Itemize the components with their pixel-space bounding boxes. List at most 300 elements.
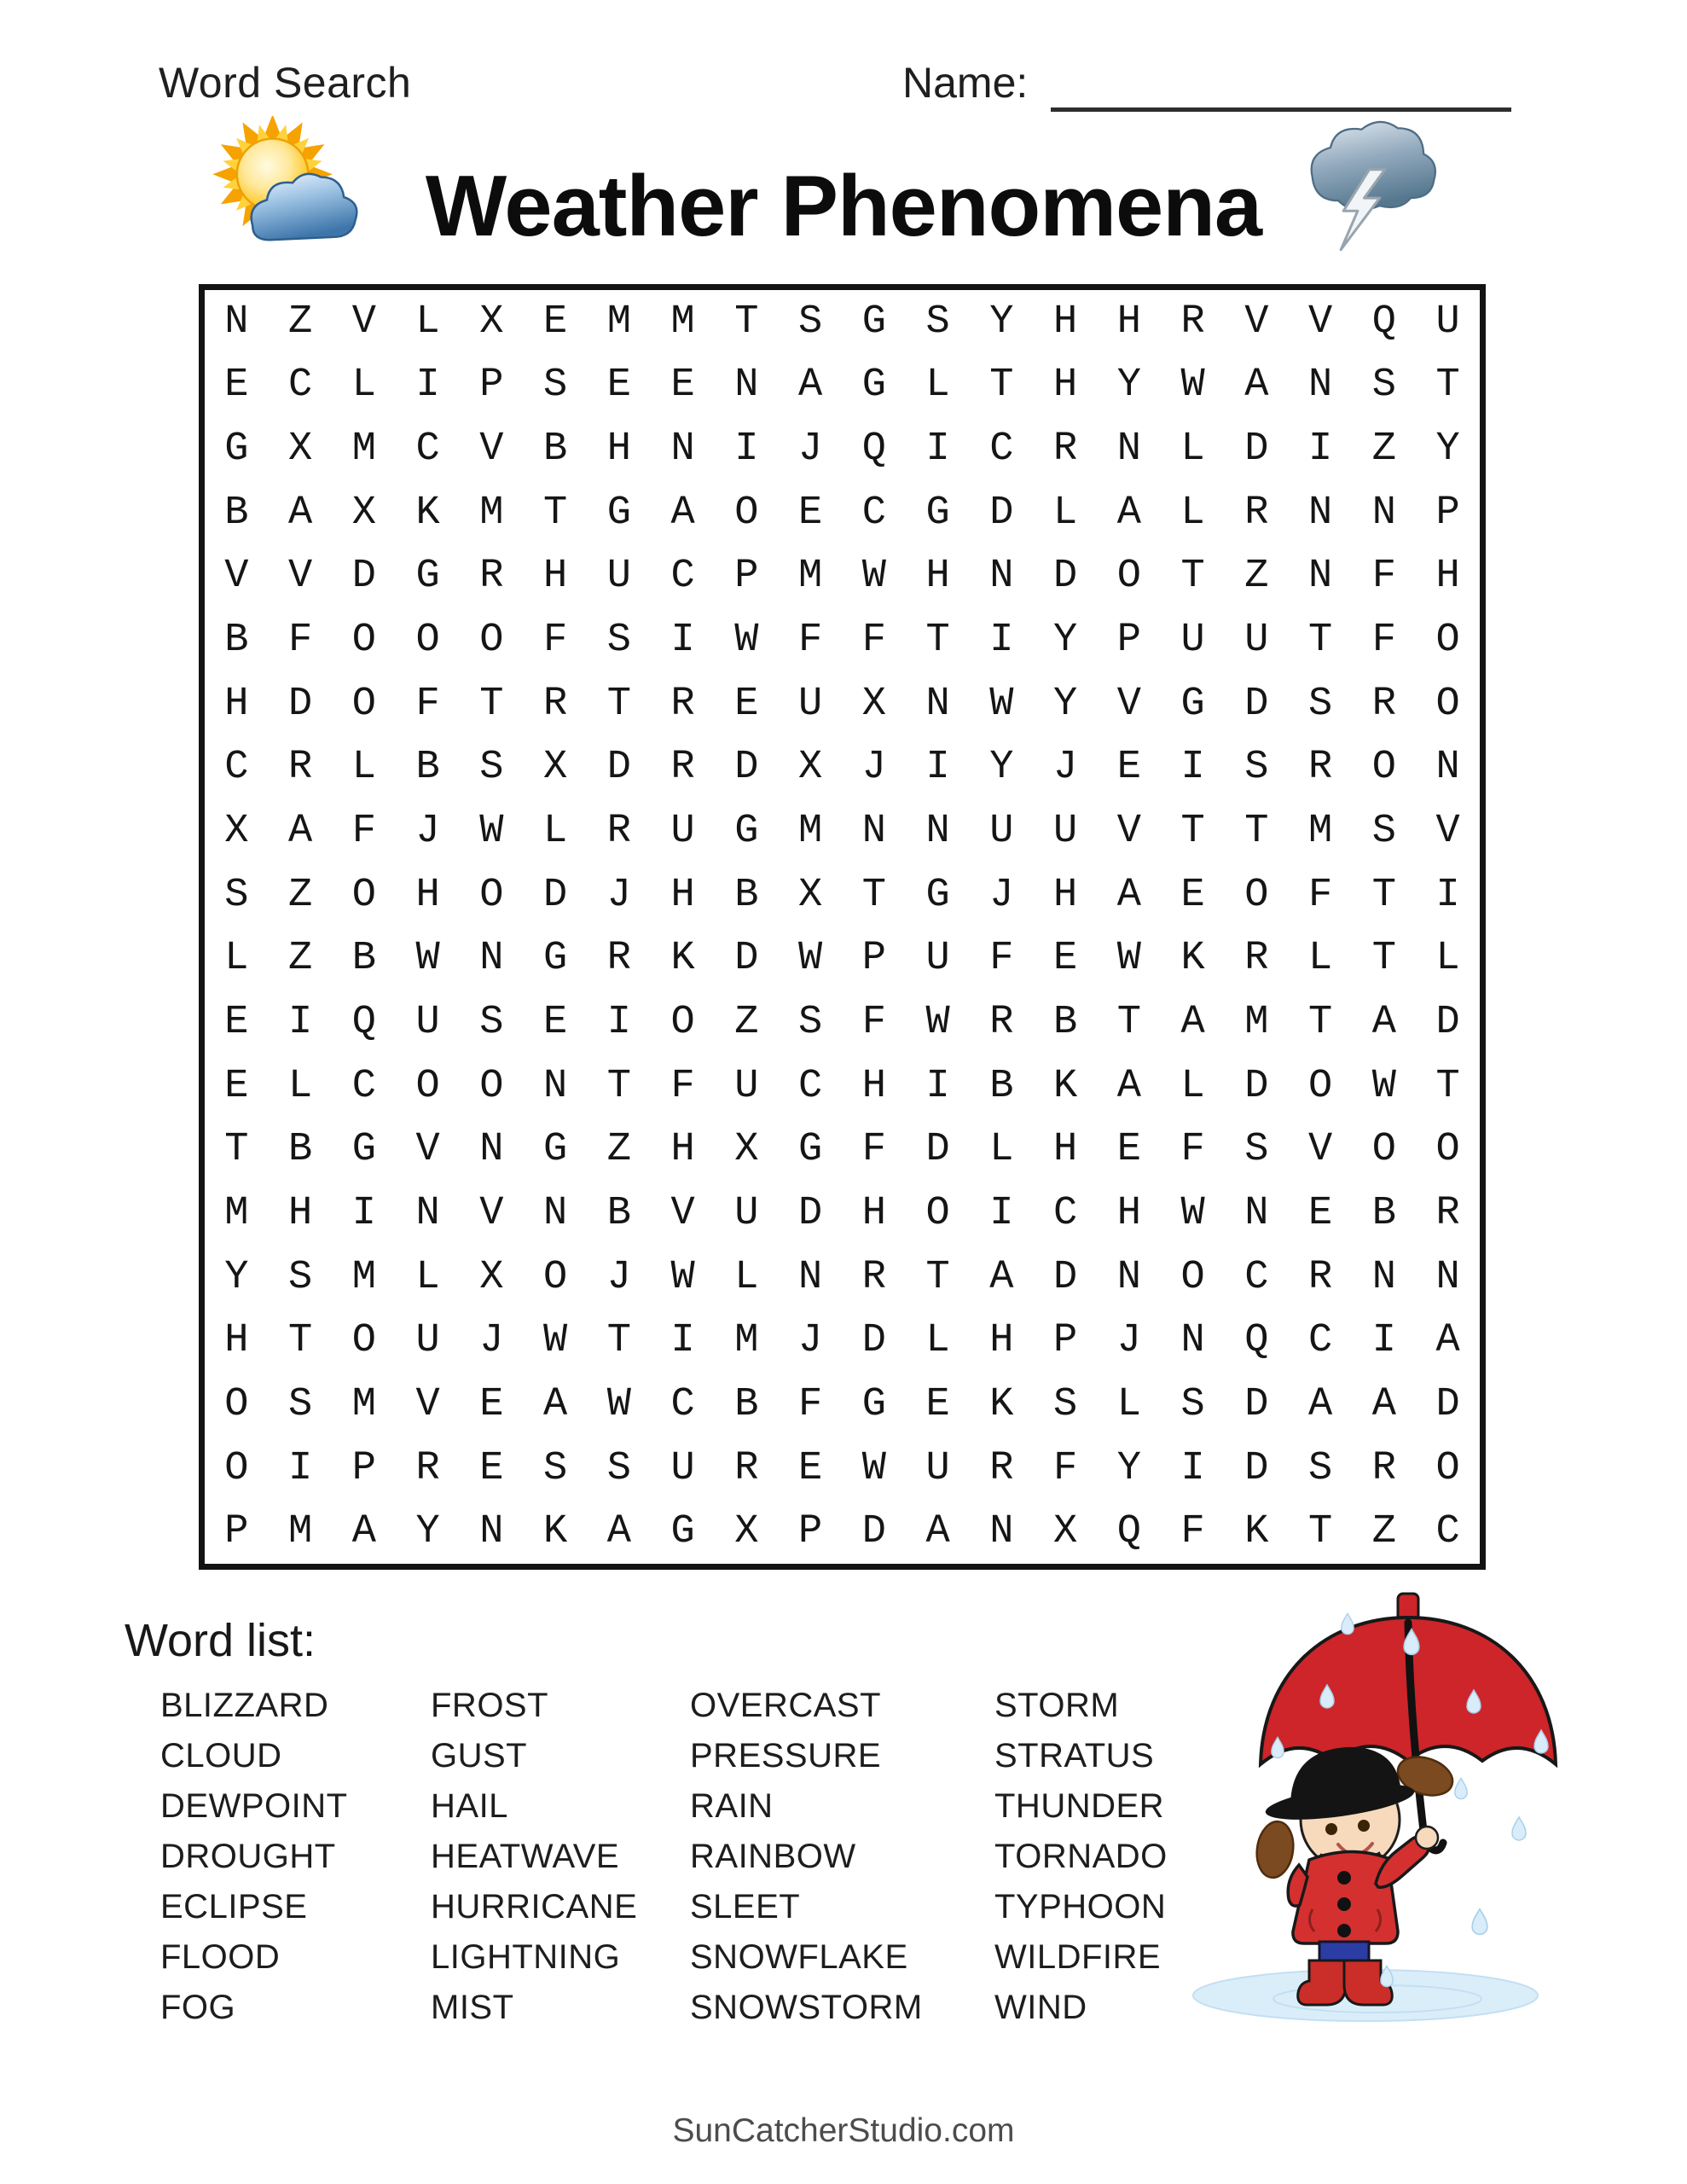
word-item: DEWPOINT: [160, 1787, 348, 1825]
grid-cell-r16-c8: W: [670, 1254, 695, 1300]
grid-cell-r16-c9: L: [734, 1254, 759, 1300]
grid-cell-r7-c11: X: [861, 681, 886, 727]
grid-cell-r7-c14: Y: [1053, 681, 1078, 727]
grid-cell-r2-c6: S: [543, 363, 568, 409]
grid-cell-r8-c16: I: [1180, 745, 1205, 791]
girl-eye-left: [1325, 1823, 1337, 1835]
grid-cell-r11-c3: B: [351, 936, 376, 982]
grid-cell-r17-c15: J: [1116, 1318, 1141, 1364]
grid-cell-r6-c12: T: [925, 618, 950, 664]
word-item: LIGHTNING: [431, 1938, 621, 1976]
grid-cell-r7-c16: G: [1180, 681, 1205, 727]
grid-cell-r6-c1: B: [224, 618, 249, 664]
grid-cell-r20-c19: Z: [1371, 1509, 1396, 1555]
grid-cell-r5-c15: O: [1116, 554, 1141, 600]
grid-cell-r17-c2: T: [288, 1318, 313, 1364]
grid-cell-r15-c2: H: [288, 1190, 313, 1236]
grid-cell-r8-c12: I: [925, 745, 950, 791]
grid-cell-r7-c20: O: [1435, 681, 1460, 727]
grid-cell-r1-c17: V: [1244, 299, 1269, 345]
grid-cell-r6-c10: F: [798, 618, 823, 664]
grid-cell-r15-c20: R: [1435, 1190, 1460, 1236]
grid-cell-r12-c2: I: [288, 999, 313, 1045]
grid-cell-r20-c11: D: [861, 1509, 886, 1555]
grid-cell-r1-c3: V: [351, 299, 376, 345]
grid-cell-r20-c15: Q: [1116, 1509, 1141, 1555]
grid-cell-r3-c16: L: [1180, 427, 1205, 473]
grid-cell-r6-c11: F: [861, 618, 886, 664]
grid-cell-r7-c8: R: [670, 681, 695, 727]
grid-cell-r6-c15: P: [1116, 618, 1141, 664]
grid-cell-r4-c13: D: [989, 490, 1014, 536]
grid-cell-r18-c19: A: [1371, 1381, 1396, 1427]
grid-cell-r6-c7: S: [606, 618, 631, 664]
grid-cell-r4-c12: G: [925, 490, 950, 536]
grid-cell-r8-c19: O: [1371, 745, 1396, 791]
grid-cell-r15-c6: N: [543, 1190, 568, 1236]
grid-cell-r10-c8: H: [670, 872, 695, 918]
grid-cell-r6-c9: W: [734, 618, 759, 664]
grid-cell-r13-c11: H: [861, 1063, 886, 1109]
grid-cell-r14-c18: V: [1308, 1127, 1333, 1173]
grid-cell-r13-c5: O: [479, 1063, 504, 1109]
grid-cell-r18-c12: E: [925, 1381, 950, 1427]
grid-cell-r18-c6: A: [543, 1381, 568, 1427]
grid-cell-r3-c15: N: [1116, 427, 1141, 473]
grid-cell-r14-c13: L: [989, 1127, 1014, 1173]
grid-cell-r10-c2: Z: [288, 872, 313, 918]
grid-cell-r2-c11: G: [861, 363, 886, 409]
grid-cell-r16-c6: O: [543, 1254, 568, 1300]
grid-cell-r19-c5: E: [479, 1445, 504, 1491]
grid-cell-r10-c14: H: [1053, 872, 1078, 918]
grid-cell-r6-c18: T: [1308, 618, 1333, 664]
grid-cell-r10-c15: A: [1116, 872, 1141, 918]
grid-cell-r13-c7: T: [606, 1063, 631, 1109]
grid-cell-r3-c13: C: [989, 427, 1014, 473]
grid-cell-r10-c20: I: [1435, 872, 1460, 918]
grid-cell-r19-c17: D: [1244, 1445, 1269, 1491]
grid-cell-r19-c18: S: [1308, 1445, 1333, 1491]
grid-cell-r12-c1: E: [224, 999, 249, 1045]
grid-cell-r9-c1: X: [224, 809, 249, 855]
grid-cell-r1-c1: N: [224, 299, 249, 345]
grid-cell-r20-c17: K: [1244, 1509, 1269, 1555]
grid-cell-r10-c5: O: [479, 872, 504, 918]
word-item: SNOWSTORM: [690, 1989, 923, 2026]
word-item: FLOOD: [160, 1938, 281, 1976]
grid-cell-r19-c20: O: [1435, 1445, 1460, 1491]
grid-cell-r5-c1: V: [224, 554, 249, 600]
grid-cell-r16-c7: J: [606, 1254, 631, 1300]
grid-cell-r18-c5: E: [479, 1381, 504, 1427]
grid-cell-r16-c1: Y: [224, 1254, 249, 1300]
grid-cell-r7-c6: R: [543, 681, 568, 727]
grid-cell-r9-c9: G: [734, 809, 759, 855]
word-item: HURRICANE: [431, 1888, 638, 1926]
grid-cell-r16-c4: L: [415, 1254, 440, 1300]
grid-cell-r4-c20: P: [1435, 490, 1460, 536]
grid-cell-r1-c20: U: [1435, 299, 1460, 345]
grid-cell-r10-c6: D: [543, 872, 568, 918]
grid-cell-r14-c17: S: [1244, 1127, 1269, 1173]
grid-cell-r18-c15: L: [1116, 1381, 1141, 1427]
grid-cell-r18-c8: C: [670, 1381, 695, 1427]
grid-cell-r6-c4: O: [415, 618, 440, 664]
grid-cell-r16-c20: N: [1435, 1254, 1460, 1300]
grid-cell-r13-c2: L: [288, 1063, 313, 1109]
grid-cell-r6-c3: O: [351, 618, 376, 664]
grid-cell-r14-c4: V: [415, 1127, 440, 1173]
grid-cell-r18-c11: G: [861, 1381, 886, 1427]
grid-cell-r16-c10: N: [798, 1254, 823, 1300]
grid-cell-r14-c16: F: [1180, 1127, 1205, 1173]
grid-cell-r20-c4: Y: [415, 1509, 440, 1555]
grid-cell-r1-c18: V: [1308, 299, 1333, 345]
grid-cell-r3-c3: M: [351, 427, 376, 473]
grid-cell-r12-c11: F: [861, 999, 886, 1045]
grid-cell-r2-c12: L: [925, 363, 950, 409]
grid-cell-r8-c11: J: [861, 745, 886, 791]
grid-cell-r14-c7: Z: [606, 1127, 631, 1173]
word-item: STRATUS: [994, 1737, 1155, 1774]
grid-cell-r14-c20: O: [1435, 1127, 1460, 1173]
grid-cell-r12-c6: E: [543, 999, 568, 1045]
word-item: MIST: [431, 1989, 514, 2026]
grid-cell-r7-c17: D: [1244, 681, 1269, 727]
name-fill-in-line[interactable]: [1051, 63, 1511, 112]
grid-cell-r11-c10: W: [798, 936, 823, 982]
grid-cell-r19-c4: R: [415, 1445, 440, 1491]
grid-cell-r14-c3: G: [351, 1127, 376, 1173]
grid-cell-r20-c12: A: [925, 1509, 950, 1555]
grid-cell-r19-c13: R: [989, 1445, 1014, 1491]
grid-cell-r2-c15: Y: [1116, 363, 1141, 409]
grid-cell-r19-c16: I: [1180, 1445, 1205, 1491]
grid-cell-r6-c16: U: [1180, 618, 1205, 664]
grid-cell-r12-c9: Z: [734, 999, 759, 1045]
grid-cell-r14-c2: B: [288, 1127, 313, 1173]
grid-cell-r15-c11: H: [861, 1190, 886, 1236]
storm-cloud-lightning-icon: [1274, 113, 1462, 268]
grid-cell-r15-c9: U: [734, 1190, 759, 1236]
grid-cell-r5-c5: R: [479, 554, 504, 600]
grid-cell-r20-c2: M: [288, 1509, 313, 1555]
grid-cell-r10-c10: X: [798, 872, 823, 918]
grid-cell-r8-c15: E: [1116, 745, 1141, 791]
grid-cell-r14-c8: H: [670, 1127, 695, 1173]
grid-cell-r3-c17: D: [1244, 427, 1269, 473]
name-label: Name:: [902, 59, 1029, 107]
grid-cell-r18-c16: S: [1180, 1381, 1205, 1427]
grid-cell-r9-c16: T: [1180, 809, 1205, 855]
grid-cell-r5-c17: Z: [1244, 554, 1269, 600]
word-item: WIND: [994, 1989, 1087, 2026]
grid-cell-r17-c14: P: [1053, 1318, 1078, 1364]
page-kicker: Word Search: [159, 59, 412, 107]
grid-cell-r6-c5: O: [479, 618, 504, 664]
grid-cell-r18-c17: D: [1244, 1381, 1269, 1427]
grid-cell-r4-c2: A: [288, 490, 313, 536]
grid-cell-r20-c10: P: [798, 1509, 823, 1555]
word-item: RAINBOW: [690, 1838, 856, 1875]
grid-cell-r15-c8: V: [670, 1190, 695, 1236]
grid-cell-r20-c3: A: [351, 1509, 376, 1555]
grid-cell-r6-c6: F: [543, 618, 568, 664]
grid-cell-r9-c19: S: [1371, 809, 1396, 855]
grid-cell-r5-c8: C: [670, 554, 695, 600]
grid-cell-r8-c18: R: [1308, 745, 1333, 791]
word-item: TORNADO: [994, 1838, 1168, 1875]
grid-cell-r20-c20: C: [1435, 1509, 1460, 1555]
grid-cell-r5-c16: T: [1180, 554, 1205, 600]
grid-cell-r13-c10: C: [798, 1063, 823, 1109]
grid-cell-r10-c11: T: [861, 872, 886, 918]
grid-cell-r20-c16: F: [1180, 1509, 1205, 1555]
grid-cell-r13-c18: O: [1308, 1063, 1333, 1109]
grid-cell-r18-c20: D: [1435, 1381, 1460, 1427]
grid-cell-r17-c6: W: [543, 1318, 568, 1364]
grid-cell-r16-c5: X: [479, 1254, 504, 1300]
word-item: CLOUD: [160, 1737, 282, 1774]
grid-cell-r13-c20: T: [1435, 1063, 1460, 1109]
grid-cell-r10-c9: B: [734, 872, 759, 918]
grid-cell-r11-c4: W: [415, 936, 440, 982]
grid-cell-r16-c16: O: [1180, 1254, 1205, 1300]
grid-cell-r3-c14: R: [1053, 427, 1078, 473]
grid-cell-r20-c9: X: [734, 1509, 759, 1555]
grid-cell-r8-c17: S: [1244, 745, 1269, 791]
grid-cell-r13-c13: B: [989, 1063, 1014, 1109]
grid-cell-r19-c3: P: [351, 1445, 376, 1491]
grid-cell-r2-c1: E: [224, 363, 249, 409]
word-item: STORM: [994, 1687, 1120, 1724]
grid-cell-r14-c12: D: [925, 1127, 950, 1173]
grid-cell-r2-c9: N: [734, 363, 759, 409]
girl-hand: [1416, 1827, 1438, 1849]
grid-cell-r6-c17: U: [1244, 618, 1269, 664]
word-list-column: [994, 1681, 1168, 2033]
grid-cell-r7-c13: W: [989, 681, 1014, 727]
grid-cell-r16-c3: M: [351, 1254, 376, 1300]
grid-cell-r10-c7: J: [606, 872, 631, 918]
grid-cell-r19-c2: I: [288, 1445, 313, 1491]
grid-cell-r3-c4: C: [415, 427, 440, 473]
grid-cell-r3-c11: Q: [861, 427, 886, 473]
grid-cell-r10-c16: E: [1180, 872, 1205, 918]
grid-cell-r13-c16: L: [1180, 1063, 1205, 1109]
grid-cell-r4-c9: O: [734, 490, 759, 536]
grid-cell-r20-c18: T: [1308, 1509, 1333, 1555]
grid-cell-r1-c11: G: [861, 299, 886, 345]
grid-cell-r6-c19: F: [1371, 618, 1396, 664]
grid-cell-r9-c14: U: [1053, 809, 1078, 855]
grid-cell-r4-c7: G: [606, 490, 631, 536]
grid-cell-r8-c9: D: [734, 745, 759, 791]
word-item: HEATWAVE: [431, 1838, 620, 1875]
grid-cell-r4-c15: A: [1116, 490, 1141, 536]
grid-cell-r13-c3: C: [351, 1063, 376, 1109]
grid-cell-r2-c19: S: [1371, 363, 1396, 409]
grid-cell-r6-c13: I: [989, 618, 1014, 664]
grid-cell-r1-c7: M: [606, 299, 631, 345]
grid-cell-r15-c16: W: [1180, 1190, 1205, 1236]
grid-cell-r17-c16: N: [1180, 1318, 1205, 1364]
grid-cell-r20-c5: N: [479, 1509, 504, 1555]
grid-cell-r5-c19: F: [1371, 554, 1396, 600]
grid-cell-r12-c19: A: [1371, 999, 1396, 1045]
grid-cell-r5-c9: P: [734, 554, 759, 600]
word-item: PRESSURE: [690, 1737, 882, 1774]
grid-cell-r12-c16: A: [1180, 999, 1205, 1045]
grid-cell-r14-c10: G: [798, 1127, 823, 1173]
grid-cell-r1-c9: T: [734, 299, 759, 345]
word-item: HAIL: [431, 1787, 508, 1825]
grid-cell-r3-c9: I: [734, 427, 759, 473]
word-item: OVERCAST: [690, 1687, 882, 1724]
grid-cell-r13-c14: K: [1053, 1063, 1078, 1109]
grid-cell-r13-c19: W: [1371, 1063, 1396, 1109]
grid-cell-r18-c1: O: [224, 1381, 249, 1427]
grid-cell-r5-c14: D: [1053, 554, 1078, 600]
grid-cell-r14-c1: T: [224, 1127, 249, 1173]
grid-cell-r5-c3: D: [351, 554, 376, 600]
grid-cell-r19-c8: U: [670, 1445, 695, 1491]
grid-cell-r12-c7: I: [606, 999, 631, 1045]
grid-cell-r19-c6: S: [543, 1445, 568, 1491]
grid-cell-r3-c10: J: [798, 427, 823, 473]
grid-cell-r5-c12: H: [925, 554, 950, 600]
grid-cell-r3-c2: X: [288, 427, 313, 473]
grid-cell-r3-c6: B: [543, 427, 568, 473]
grid-cell-r8-c7: D: [606, 745, 631, 791]
grid-cell-r15-c12: O: [925, 1190, 950, 1236]
grid-cell-r4-c17: R: [1244, 490, 1269, 536]
grid-cell-r3-c8: N: [670, 427, 695, 473]
grid-cell-r13-c8: F: [670, 1063, 695, 1109]
grid-cell-r11-c9: D: [734, 936, 759, 982]
grid-cell-r17-c4: U: [415, 1318, 440, 1364]
grid-cell-r9-c3: F: [351, 809, 376, 855]
grid-cell-r9-c17: T: [1244, 809, 1269, 855]
grid-cell-r12-c5: S: [479, 999, 504, 1045]
grid-cell-r17-c9: M: [734, 1318, 759, 1364]
grid-cell-r9-c6: L: [543, 809, 568, 855]
grid-cell-r10-c17: O: [1244, 872, 1269, 918]
grid-cell-r10-c18: F: [1308, 872, 1333, 918]
grid-cell-r16-c12: T: [925, 1254, 950, 1300]
grid-cell-r4-c4: K: [415, 490, 440, 536]
word-item: RAIN: [690, 1787, 774, 1825]
grid-cell-r4-c14: L: [1053, 490, 1078, 536]
grid-cell-r14-c11: F: [861, 1127, 886, 1173]
grid-cell-r11-c6: G: [543, 936, 568, 982]
grid-cell-r17-c11: D: [861, 1318, 886, 1364]
grid-cell-r1-c6: E: [543, 299, 568, 345]
grid-cell-r13-c17: D: [1244, 1063, 1269, 1109]
grid-cell-r15-c5: V: [479, 1190, 504, 1236]
grid-cell-r3-c12: I: [925, 427, 950, 473]
grid-cell-r4-c3: X: [351, 490, 376, 536]
grid-cell-r18-c9: B: [734, 1381, 759, 1427]
grid-cell-r9-c18: M: [1308, 809, 1333, 855]
grid-cell-r17-c5: J: [479, 1318, 504, 1364]
grid-cell-r9-c2: A: [288, 809, 313, 855]
grid-cell-r19-c11: W: [861, 1445, 886, 1491]
grid-cell-r10-c1: S: [224, 872, 249, 918]
grid-cell-r9-c4: J: [415, 809, 440, 855]
grid-cell-r6-c8: I: [670, 618, 695, 664]
grid-cell-r15-c10: D: [798, 1190, 823, 1236]
word-item: FROST: [431, 1687, 549, 1724]
grid-cell-r6-c14: Y: [1053, 618, 1078, 664]
grid-cell-r1-c8: M: [670, 299, 695, 345]
grid-cell-r2-c20: T: [1435, 363, 1460, 409]
grid-cell-r4-c19: N: [1371, 490, 1396, 536]
grid-cell-r8-c13: Y: [989, 745, 1014, 791]
grid-cell-r16-c19: N: [1371, 1254, 1396, 1300]
grid-cell-r5-c11: W: [861, 554, 886, 600]
word-list-label: Word list:: [125, 1615, 316, 1666]
grid-cell-r12-c18: T: [1308, 999, 1333, 1045]
grid-cell-r8-c5: S: [479, 745, 504, 791]
grid-cell-r9-c12: N: [925, 809, 950, 855]
grid-cell-r9-c20: V: [1435, 809, 1460, 855]
girl-eye-right: [1358, 1820, 1370, 1832]
grid-cell-r12-c14: B: [1053, 999, 1078, 1045]
grid-cell-r9-c11: N: [861, 809, 886, 855]
grid-cell-r17-c17: Q: [1244, 1318, 1269, 1364]
grid-cell-r13-c15: A: [1116, 1063, 1141, 1109]
grid-cell-r9-c8: U: [670, 809, 695, 855]
grid-cell-r2-c4: I: [415, 363, 440, 409]
grid-cell-r17-c19: I: [1371, 1318, 1396, 1364]
word-item: DROUGHT: [160, 1838, 336, 1875]
grid-cell-r19-c9: R: [734, 1445, 759, 1491]
grid-cell-r14-c14: H: [1053, 1127, 1078, 1173]
grid-cell-r4-c5: M: [479, 490, 504, 536]
grid-cell-r1-c14: H: [1053, 299, 1078, 345]
grid-cell-r15-c19: B: [1371, 1190, 1396, 1236]
grid-cell-r11-c19: T: [1371, 936, 1396, 982]
grid-cell-r19-c1: O: [224, 1445, 249, 1491]
grid-cell-r8-c3: L: [351, 745, 376, 791]
grid-cell-r12-c20: D: [1435, 999, 1460, 1045]
grid-cell-r4-c16: L: [1180, 490, 1205, 536]
grid-cell-r10-c3: O: [351, 872, 376, 918]
blue-pants: [1319, 1942, 1369, 1962]
grid-cell-r12-c10: S: [798, 999, 823, 1045]
grid-cell-r13-c12: I: [925, 1063, 950, 1109]
grid-cell-r2-c16: W: [1180, 363, 1205, 409]
grid-cell-r8-c6: X: [543, 745, 568, 791]
grid-cell-r8-c8: R: [670, 745, 695, 791]
grid-cell-r9-c5: W: [479, 809, 504, 855]
grid-cell-r5-c20: H: [1435, 554, 1460, 600]
grid-cell-r4-c10: E: [798, 490, 823, 536]
grid-cell-r15-c3: I: [351, 1190, 376, 1236]
pigtail-left: [1254, 1819, 1297, 1879]
grid-cell-r2-c2: C: [288, 363, 313, 409]
grid-cell-r17-c10: J: [798, 1318, 823, 1364]
grid-cell-r3-c7: H: [606, 427, 631, 473]
grid-cell-r13-c4: O: [415, 1063, 440, 1109]
grid-cell-r1-c12: S: [925, 299, 950, 345]
grid-cell-r17-c3: O: [351, 1318, 376, 1364]
grid-cell-r17-c1: H: [224, 1318, 249, 1364]
grid-cell-r13-c1: E: [224, 1063, 249, 1109]
grid-cell-r3-c1: G: [224, 427, 249, 473]
